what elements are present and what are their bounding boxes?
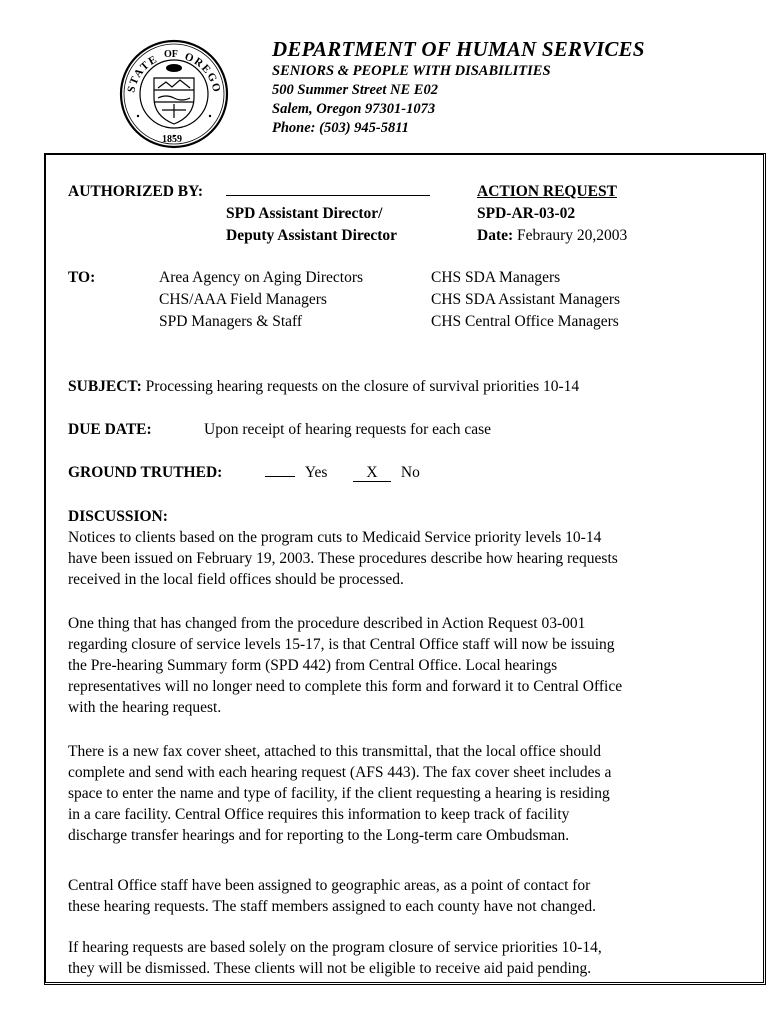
paragraph-line: representatives will no longer need to complete this form and forward it to Central Office xyxy=(68,678,623,695)
yes-checkbox[interactable] xyxy=(265,462,327,483)
letterhead xyxy=(272,36,645,138)
division-name: SENIORS & PEOPLE WITH DISABILITIES xyxy=(272,63,551,79)
to-label: TO: xyxy=(68,269,96,286)
seal-right-text: OREGO xyxy=(182,50,223,95)
paragraph-line: One thing that has changed from the procedure described in Action Request 03-001 xyxy=(68,615,586,632)
action-request-number: SPD-AR-03-02 xyxy=(477,205,576,222)
paragraph-line: space to enter the name and type of facility, if the client requesting a hearing is residing xyxy=(68,785,610,802)
department-title: DEPARTMENT OF HUMAN SERVICES xyxy=(272,37,645,61)
action-request-heading: ACTION REQUEST xyxy=(477,183,617,200)
street-address: 500 Summer Street NE E02 xyxy=(272,82,438,98)
to-recipient: CHS SDA Assistant Managers xyxy=(431,291,621,308)
subject-label: SUBJECT: xyxy=(68,378,142,395)
subject-line xyxy=(68,376,579,397)
discussion-paragraph xyxy=(68,613,708,718)
paragraph-line: they will be dismissed. These clients will not be eligible to receive aid paid pending. xyxy=(68,960,592,977)
due-date-text: Upon receipt of hearing requests for each case xyxy=(204,421,492,438)
no-mark: X xyxy=(353,465,391,482)
phone-number: Phone: (503) 945-5811 xyxy=(272,120,409,136)
signature-line xyxy=(226,194,430,196)
yes-label: Yes xyxy=(304,464,328,481)
discussion-paragraph xyxy=(68,527,708,590)
date-label: Date: xyxy=(477,227,514,244)
yes-blank xyxy=(265,462,295,477)
seal-top-text: OF xyxy=(164,49,178,60)
authorizer-title-1: SPD Assistant Director/ xyxy=(226,205,383,222)
to-recipient: SPD Managers & Staff xyxy=(159,313,303,330)
paragraph-line: There is a new fax cover sheet, attached to this transmittal, that the local office should xyxy=(68,743,601,760)
action-request-date xyxy=(477,225,627,246)
to-recipient: CHS Central Office Managers xyxy=(431,313,619,330)
city-address: Salem, Oregon 97301-1073 xyxy=(272,101,436,117)
paragraph-line: the Pre-hearing Summary form (SPD 442) from Central Office. Local hearings xyxy=(68,657,558,674)
paragraph-line: Notices to clients based on the program cuts to Medicaid Service priority levels 10-14 xyxy=(68,529,602,546)
paragraph-line: these hearing requests. The staff members assigned to each county have not changed. xyxy=(68,898,596,915)
paragraph-line: complete and send with each hearing request (AFS 443). The fax cover sheet includes a xyxy=(68,764,612,781)
paragraph-line: have been issued on February 19, 2003. These procedures describe how hearing requests xyxy=(68,550,618,567)
authorized-by-label: AUTHORIZED BY: xyxy=(68,183,204,200)
authorizer-title-2: Deputy Assistant Director xyxy=(226,227,398,244)
paragraph-line: discharge transfer hearings and for reporting to the Long-term care Ombudsman. xyxy=(68,827,570,844)
date-value: Febraury 20,2003 xyxy=(513,227,628,244)
to-recipient: Area Agency on Aging Directors xyxy=(159,269,364,286)
paragraph-line: Central Office staff have been assigned to geographic areas, as a point of contact for xyxy=(68,877,591,894)
paragraph-line: regarding closure of service levels 15-17, is that Central Office staff will now be issuing xyxy=(68,636,615,653)
subject-text: Processing hearing requests on the closure of survival priorities 10-14 xyxy=(145,378,580,395)
ground-truthed-label: GROUND TRUTHED: xyxy=(68,464,223,481)
to-recipient: CHS/AAA Field Managers xyxy=(159,291,327,308)
paragraph-line: with the hearing request. xyxy=(68,699,222,716)
discussion-paragraph xyxy=(68,741,708,846)
svg-text:STATE xyxy=(125,53,160,94)
seal-year: 1859 xyxy=(162,134,182,145)
discussion-paragraph xyxy=(68,937,708,979)
oregon-state-seal-icon xyxy=(118,38,230,150)
paragraph-line: received in the local field offices should be processed. xyxy=(68,571,404,588)
to-recipient: CHS SDA Managers xyxy=(431,269,561,286)
no-label: No xyxy=(400,464,420,481)
discussion-paragraph xyxy=(68,875,708,917)
seal-left-text: STATE xyxy=(125,52,161,94)
due-date-label: DUE DATE: xyxy=(68,421,152,438)
discussion-heading: DISCUSSION: xyxy=(68,508,168,525)
paragraph-line: in a care facility. Central Office requires this information to keep track of facility xyxy=(68,806,570,823)
memo-frame xyxy=(44,153,766,985)
paragraph-line: If hearing requests are based solely on the program closure of service priorities 10-14, xyxy=(68,939,602,956)
no-checkbox[interactable] xyxy=(353,462,420,483)
